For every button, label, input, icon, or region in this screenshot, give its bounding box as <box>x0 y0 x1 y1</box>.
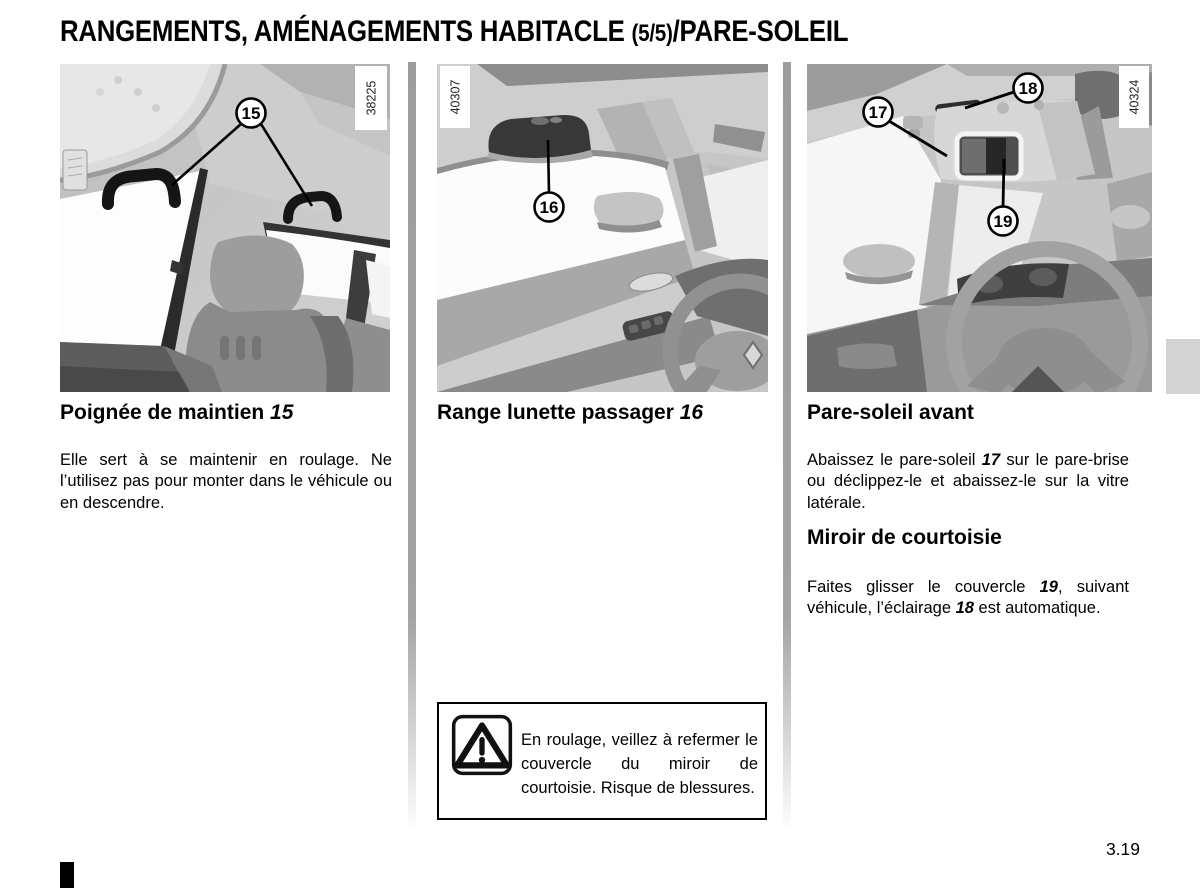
paragraph-vanity-mirror <box>807 577 1129 620</box>
heading-grab-handle-number: 15 <box>270 401 294 424</box>
visor-ref-17: 17 <box>981 450 1001 469</box>
title-main-1: RANGEMENTS, AMÉNAGEMENTS HABITACLE <box>60 15 632 48</box>
figure-id-38225: 38225 <box>364 80 379 116</box>
column-divider-2 <box>783 62 791 832</box>
page-number: 3.19 <box>1105 839 1140 859</box>
title-fraction: (5/5) <box>631 20 673 47</box>
grab-handles-illustration <box>60 64 390 392</box>
heading-grab-handle <box>60 401 293 425</box>
figure-grab-handles <box>60 64 390 392</box>
heading-glasses-storage-text: Range lunette passager <box>437 401 680 424</box>
visor-text-1: Abaissez le pare-soleil <box>807 450 982 469</box>
chapter-edge-tab <box>1166 339 1200 394</box>
callout-17-number: 17 <box>868 103 888 122</box>
section-marker-tab <box>60 862 74 888</box>
paragraph-grab-handle: Elle sert à se maintenir en roulage. Ne l’utilisez pas pour monter dans le véhicule ou en descendre. <box>60 450 392 512</box>
seat-headrest <box>210 235 304 316</box>
warning-triangle-icon <box>451 714 513 776</box>
warning-box <box>437 702 767 820</box>
figure-sun-visor <box>807 64 1152 392</box>
column-divider-1 <box>408 62 416 832</box>
mirror-ref-19: 19 <box>1039 577 1058 596</box>
callout-19-number: 19 <box>993 212 1013 231</box>
heading-vanity-mirror: Miroir de courtoisie <box>807 526 1002 549</box>
heading-sun-visor: Pare-soleil avant <box>807 401 974 424</box>
heading-glasses-storage-number: 16 <box>679 401 704 424</box>
callout-19-line <box>1003 159 1004 207</box>
figure-id-40307: 40307 <box>448 79 463 115</box>
heading-glasses-storage <box>437 401 703 425</box>
callout-18-number: 18 <box>1018 79 1038 98</box>
warning-text: En roulage, veillez à refermer le couvercle du miroir de courtoisie. Risque de blessures. <box>521 730 758 797</box>
paragraph-sun-visor <box>807 450 1129 515</box>
callout-16-number: 16 <box>539 198 559 217</box>
roof-sticker <box>63 150 87 190</box>
page-title <box>60 15 848 49</box>
sun-visor-illustration <box>807 64 1152 392</box>
callout-16-line <box>548 140 549 194</box>
mirror-text-3: est automatique. <box>973 599 1101 617</box>
title-main-2: /PARE-SOLEIL <box>672 15 849 48</box>
mirror-ref-18: 18 <box>955 599 974 617</box>
figure-glasses-storage <box>437 64 768 392</box>
callout-15-number: 15 <box>241 104 261 123</box>
figure-id-40324: 40324 <box>1127 79 1142 115</box>
glasses-storage-illustration <box>437 64 768 392</box>
heading-grab-handle-text: Poignée de maintien <box>60 401 271 424</box>
mirror-text-2: , suivant véhicule, l’éclairage <box>807 577 1129 617</box>
door-mirror <box>843 244 915 278</box>
visor-text-2: sur le pare-brise ou déclippez-le et abaissez-le sur la vitre latérale. <box>807 450 1129 512</box>
mirror-text-1: Faites glisser le couvercle <box>807 577 1040 596</box>
